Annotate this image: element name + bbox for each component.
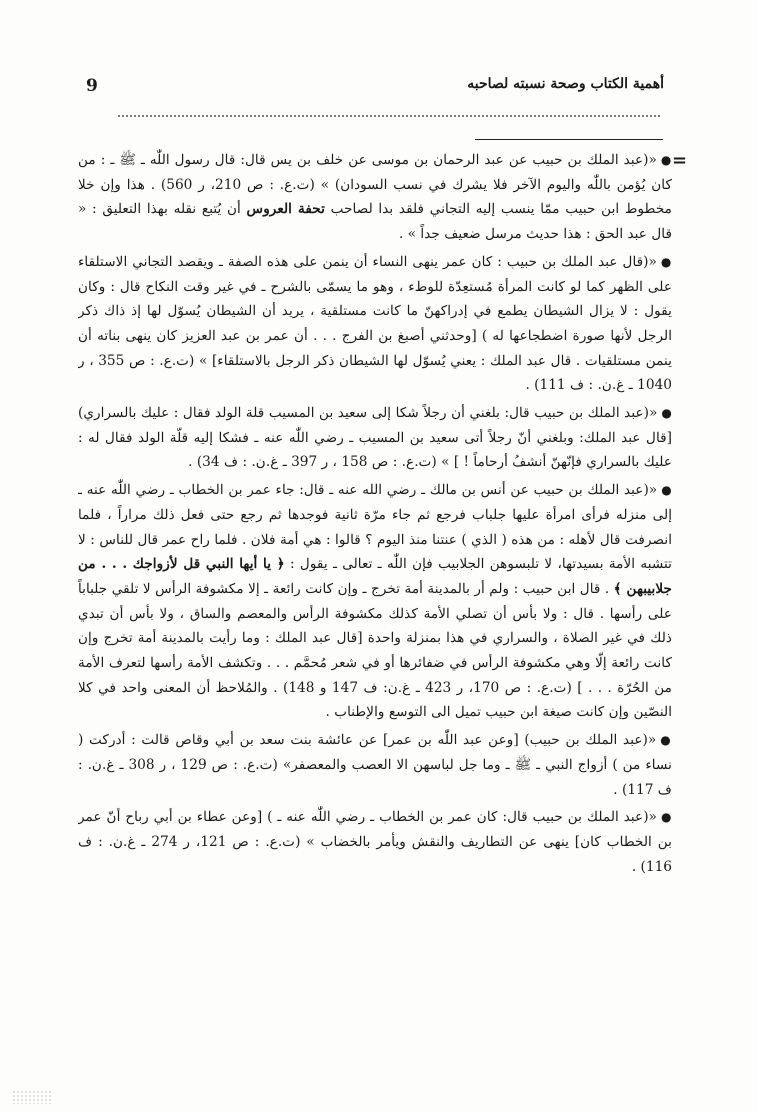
entry-bold-text: ﴿ يا أيها النبي قل لأزواجك . . . من جلابيبهن ﴾ — [78, 556, 672, 597]
continuation-mark: = — [672, 150, 688, 171]
bullet-icon: ● — [660, 153, 672, 167]
entry — [78, 250, 672, 398]
header-divider — [118, 115, 660, 117]
entry-text: «(عبد الملك بن حبيب قال: كان عمر بن الخطاب ـ رضي اللّٰه عنه ـ ) [وعن عطاء بن أبي رباح أنّ عمر بن الخطاب كان] ينهى عن التطاريف والنقش ويأمر بالخضاب » (ت.ع. : ص 121، ر 274 ـ غ.ن. : ف 116) . — [78, 809, 672, 875]
entry-text: «(عبد الملك بن حبيب) [وعن عبد اللّٰه بن عمر] عن عائشة بنت سعد بن أبي وقاص قالت : أدركت ( نساء من ) أزواج النبي ـ ﷺ ـ وما جل لباسهن الا العصب والمعصفر» (ت.ع. : ص 129 ، ر 308 ـ غ.ن. : ف 117) . — [78, 732, 672, 798]
entry-bold-text: تحفة العروس — [246, 201, 325, 218]
bullet-icon: ● — [660, 733, 672, 748]
entry-text: «(قال عبد الملك بن حبيب : كان عمر ينهى النساء أن ينمن على هذه الصفة ـ ويقصد التجاني الاستلقاء على الظهر كما لو كانت المرأة مُستعِدّة للوطء ، وهو ما يسمّى بالشرح ـ في غير وقت النكاح قال : وكان يقول : لا يزال الشيطان يطمع في إدراكهنّ ما كانت مستلقية ، يريد أن الشيطان يُسوّل لها إذ ذاك ذكر الرجل لأنها صورة اضطجاعها له ) [وحدثني أصبغ بن الفرج . . . أن عمر بن عبد العزيز كان ينهى بناته أن ينمن مستلقيات . قال عبد الملك : يعني يُسوّل لها الشيطان ذكر الرجل بالاستلقاء] » (ت.ع. : ص 355 ، ر 1040 ـ غ.ن. : ف 111) . — [78, 253, 672, 394]
bullet-icon: ● — [660, 810, 672, 825]
bullet-icon: ● — [661, 483, 672, 498]
entry-text: «(عبد الملك بن حبيب عن عبد الرحمان بن موسى عن خلف بن يس قال: قال رسول اللّٰه ـ ﷺ ـ : من كان يُؤمن باللّٰه واليوم الآخر فلا يشرك في نسب السودان) » (ت.ع. : ص 210، ر 560) . هذا وإن خلا مخطوط ابن حبيب ممّا ينسب إليه التجاني فلقد بدا لصاحب — [78, 152, 672, 218]
entry-text: «(عبد الملك بن حبيب قال: بلغني أن رجلاً شكا إلى سعيد بن المسيب قلة الولد فقال : عليك بالسراري) [قال عبد الملك: وبلغني أنّ رجلاً أتى سعيد بن المسيب ـ رضي اللّٰه عنه ـ فشكا إليه قلّة الولد فقال له : عليك بالسراري فإنّهنّ أنشفُ أرحاماً ! ] » (ت.ع. : ص 158 ، ر 397 ـ غ.ن. : ف 34) . — [78, 405, 672, 471]
entry-text: «(عبد الملك بن حبيب عن أنس بن مالك ـ رضي الله عنه ـ قال: جاء عمر بن الخطاب ـ رضي اللّٰه عنه ـ إلى منزله فرأى امرأة عليها جلباب فرجع ثم جاء مرّة ثانية فوجدها ثم رجع حتى فعل ذلك مراراً ، فلما انصرفت قال لأهله : من هذه ( الذي ) عنتنا منذ اليوم ؟ قالوا : هي أمة فلان . فلما راح عمر قال للناس : لا تتشبه الأمة بسيدتها، لا تلبسوهن الجلابيب فإن اللّٰه ـ تعالى ـ يقول : — [78, 482, 672, 573]
footnote-rule — [475, 139, 663, 140]
running-title: أهمية الكتاب وصحة نسبته لصاحبه — [467, 76, 664, 92]
entry — [78, 728, 672, 802]
scan-artifact — [12, 1090, 52, 1104]
entry — [78, 805, 672, 879]
entry — [78, 401, 672, 475]
footnote-body — [78, 148, 672, 1068]
entry-text-after: أن يُتبع نقله بهذا التعليق : « قال عبد الحق : هذا حديث مرسل ضعيف جداً » . — [78, 201, 672, 243]
bullet-icon: ● — [661, 406, 672, 421]
page-number: 9 — [86, 76, 98, 96]
bullet-icon: ● — [660, 254, 672, 269]
entry-text-after: . قال ابن حبيب : ولم أر بالمدينة أمة تخرج ـ وإن كانت رائعة ـ إلا مكشوفة الرأس لا تلقي جلباباً على رأسها . قال : ولا بأس أن تصلي الأمة كذلك مكشوفة الرأس والمعصم والساق ، ولا بأس أن تبدي ذلك في غير الصلاة ، والسراري في هذا بمنزلة واحدة [قال عبد الملك : وما رأيت بالمدينة أمة تخرج وإن كانت رائعة إلّا وهي مكشوفة الرأس في ضفائرها أو في شعر مُحمَّم . . . وتكشف الأمة رأسها لتعرف الأمة من الحُرّة . . . ] (ت.ع. : ص 170، ر 423 ـ غ.ن: ف 147 و 148) . والمُلاحظ أن المعنى واحد في كلا النصّين وإن كانت صيغة ابن حبيب تميل الى التوسع والإطناب . — [78, 580, 672, 721]
entry — [78, 478, 672, 725]
page-header — [0, 68, 758, 98]
entry — [78, 148, 672, 247]
